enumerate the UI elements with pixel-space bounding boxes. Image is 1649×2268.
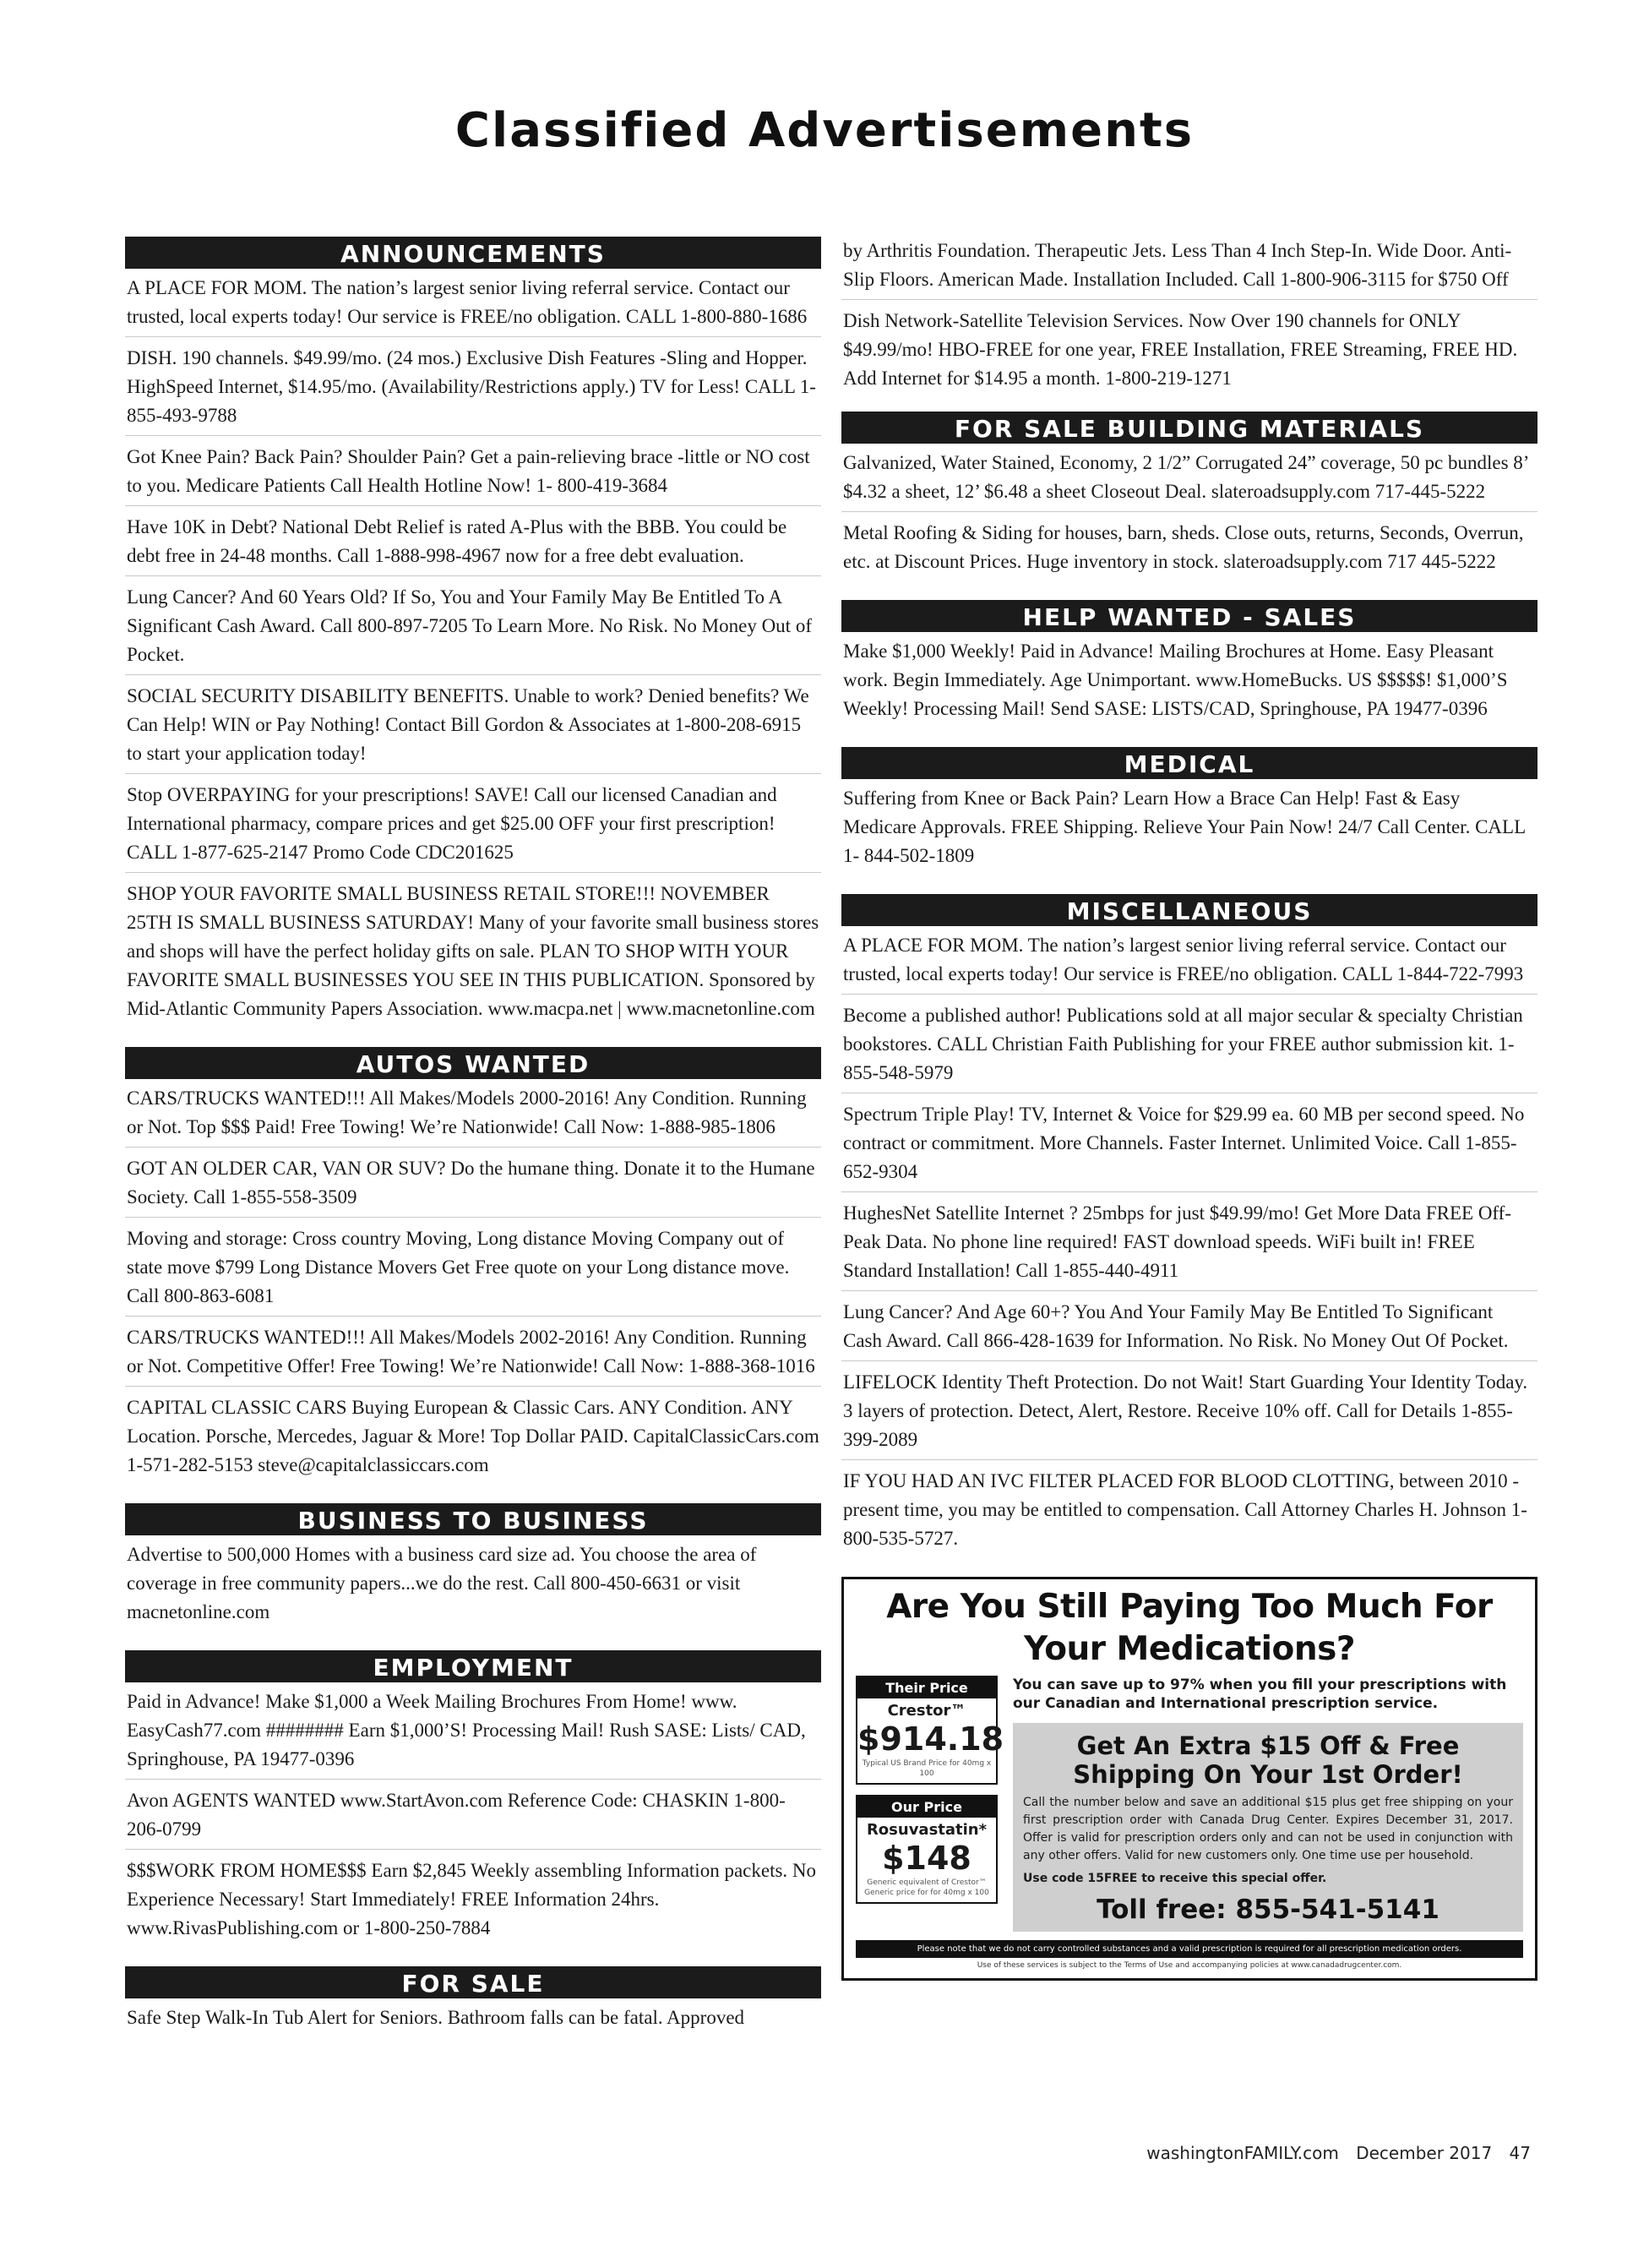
classified-ad: Moving and storage: Cross country Moving, Long distance Moving Company out of state move $799 Long Distance Movers Get Free quote on your Long distance move. Call 800-863-6081	[125, 1224, 821, 1317]
classified-ad: Make $1,000 Weekly! Paid in Advance! Mailing Brochures at Home. Easy Pleasant work. Begin Immediately. Age Unimportant. www.HomeBucks. US $$$$$! $1,000’S Weekly! Processing Mail! Send SASE: LISTS/CAD, Springhouse, PA 19477-0396	[843, 641, 1508, 719]
their-price-label: Their Price	[857, 1677, 996, 1698]
classified-ad: $$$WORK FROM HOME$$$ Earn $2,845 Weekly assembling Information packets. No Experience Necessary! Start Immediately! FREE Information 24hrs. www.RivasPublishing.com or 1-800-250-7884	[127, 1860, 817, 1938]
savings-text: You can save up to 97% when you fill your prescriptions with our Canadian and International prescription service.	[1013, 1676, 1507, 1712]
section-medical	[841, 747, 1537, 875]
promo-box	[1013, 1723, 1523, 1932]
classified-ad: Avon AGENTS WANTED www.StartAvon.com Reference Code: CHASKIN 1-800-206-0799	[125, 1786, 821, 1850]
section-heading: ANNOUNCEMENTS	[125, 237, 821, 269]
section-heading: BUSINESS TO BUSINESS	[125, 1503, 821, 1535]
section-business-to-business	[125, 1503, 821, 1632]
section-heading: FOR SALE	[125, 1966, 821, 1998]
our-price-value: $148	[882, 1840, 971, 1877]
pharmacy-body	[856, 1676, 1523, 1932]
our-drug-name: Rosuvastatin*	[866, 1821, 988, 1839]
classified-ad: DISH. 190 channels. $49.99/mo. (24 mos.) Exclusive Dish Features -Sling and Hopper. HighSpeed Internet, $14.95/mo. (Availability/Restrictions apply.) TV for Less! CALL 1-855-493-9788	[125, 344, 821, 436]
section-heading: EMPLOYMENT	[125, 1650, 821, 1682]
classified-ad: Lung Cancer? And 60 Years Old? If So, You and Your Family May Be Entitled To A Significant Cash Award. Call 800-897-7205 To Learn More. No Risk. No Money Out of Pocket.	[125, 583, 821, 675]
section-announcements	[125, 237, 821, 1028]
section-miscellaneous	[841, 894, 1537, 1558]
classified-ad: Paid in Advance! Make $1,000 a Week Mailing Brochures From Home! www. EasyCash77.com ######## Earn $1,000’S! Processing Mail! Rush SASE: Lists/ CAD, Springhouse, PA 19477-0396	[125, 1687, 821, 1780]
classified-ad: LIFELOCK Identity Theft Protection. Do not Wait! Start Guarding Your Identity Today. 3 layers of protection. Detect, Alert, Restore. Receive 10% off. Call for Details 1-855-399-2089	[841, 1368, 1537, 1460]
classified-ad: SOCIAL SECURITY DISABILITY BENEFITS. Unable to work? Denied benefits? We Can Help! WIN or Pay Nothing! Contact Bill Gordon & Associates at 1-800-208-6915 to start your application today!	[125, 682, 821, 774]
pharmacy-fine-print-bar: Please note that we do not carry controlled substances and a valid prescription is required for all prescription medication orders.	[856, 1940, 1523, 1958]
section-heading: MISCELLANEOUS	[841, 894, 1537, 926]
promo-headline: Get An Extra $15 Off & Free Shipping On Your 1st Order!	[1073, 1731, 1463, 1789]
classified-ad: Become a published author! Publications sold at all major secular & specialty Christian bookstores. CALL Christian Faith Publishing for your FREE author submission kit. 1-855-548-5979	[841, 1001, 1537, 1093]
classified-ad: Dish Network-Satellite Television Services. Now Over 190 channels for ONLY $49.99/mo! HBO-FREE for one year, FREE Installation, FREE Streaming, FREE HD. Add Internet for $14.95 a month. 1-800-219-1271	[843, 310, 1518, 389]
classified-ad: HughesNet Satellite Internet ? 25mbps for just $49.99/mo! Get More Data FREE Off-Peak Data. No phone line required! FAST download speeds. WiFi built in! FREE Standard Installation! Call 1-855-440-4911	[841, 1199, 1537, 1291]
footer-site: washingtonFAMILY.com	[1146, 2143, 1339, 2163]
section-heading: MEDICAL	[841, 747, 1537, 779]
our-price-label: Our Price	[857, 1796, 996, 1818]
classified-ad: Advertise to 500,000 Homes with a business card size ad. You choose the area of coverage in free community papers...we do the rest. Call 800-450-6631 or visit macnetonline.com	[127, 1544, 757, 1622]
their-price-note: Typical US Brand Price for 40mg x 100	[862, 1759, 992, 1778]
classified-ad: CARS/TRUCKS WANTED!!! All Makes/Models 2000-2016! Any Condition. Running or Not. Top $$$ Paid! Free Towing! We’re Nationwide! Call Now: 1-888-985-1806	[125, 1084, 821, 1148]
page-title: Classified Advertisements	[454, 103, 1195, 158]
classified-ad: CAPITAL CLASSIC CARS Buying European & Classic Cars. ANY Condition. ANY Location. Porsche, Mercedes, Jaguar & More! Top Dollar PAID. CapitalClassicCars.com 1-571-282-5153 steve@capitalclassiccars.com	[127, 1397, 819, 1475]
promo-detail: Call the number below and save an additional $15 plus get free shipping on your first prescription order with Canada Drug Center. Expires December 31, 2017. Offer is valid for prescription orders only and can not be used in conjunction with any other offers. Valid for new customers only. One time use per household.	[1023, 1796, 1513, 1862]
classified-ad: Suffering from Knee or Back Pain? Learn How a Brace Can Help! Fast & Easy Medicare Approvals. FREE Shipping. Relieve Your Pain Now! 24/7 Call Center. CALL 1- 844-502-1809	[843, 788, 1526, 866]
classified-ad: Spectrum Triple Play! TV, Internet & Voice for $29.99 ea. 60 MB per second speed. No contract or commitment. More Channels. Faster Internet. Unlimited Voice. Call 1-855-652-9304	[841, 1100, 1537, 1192]
classified-ad: SHOP YOUR FAVORITE SMALL BUSINESS RETAIL STORE!!! NOVEMBER 25TH IS SMALL BUSINESS SATURDAY! Many of your favorite small business stores and shops will have the perfect holiday gifts on sale. PLAN TO SHOP WITH YOUR FAVORITE SMALL BUSINESSES YOU SEE IN THIS PUBLICATION. Sponsored by Mid-Atlantic Community Papers Association. www.macpa.net | www.macnetonline.com	[127, 883, 819, 1019]
footer-page-number: 47	[1509, 2143, 1531, 2163]
classified-ad: A PLACE FOR MOM. The nation’s largest senior living referral service. Contact our trusted, local experts today! Our service is FREE/no obligation. CALL 1-800-880-1686	[125, 274, 821, 337]
section-employment	[125, 1650, 821, 1948]
their-price-box	[856, 1676, 1004, 1785]
classified-ad: Stop OVERPAYING for your prescriptions! SAVE! Call our licensed Canadian and International pharmacy, compare prices and get $25.00 OFF your first prescription! CALL 1-877-625-2147 Promo Code CDC201625	[125, 781, 821, 873]
right-column	[841, 237, 1537, 1981]
left-column	[125, 237, 821, 2056]
pharmacy-terms: Use of these services is subject to the Terms of Use and accompanying policies at www.canadadrugcenter.com.	[977, 1961, 1402, 1970]
page-footer	[1135, 2143, 1531, 2163]
section-heading: AUTOS WANTED	[125, 1047, 821, 1079]
section-heading: HELP WANTED - SALES	[841, 600, 1537, 632]
their-drug-name: Crestor™	[887, 1702, 966, 1720]
pharmacy-display-ad	[841, 1577, 1537, 1981]
price-comparison	[856, 1676, 1004, 1932]
section-heading: FOR SALE BUILDING MATERIALS	[841, 412, 1537, 444]
section-autos-wanted	[125, 1047, 821, 1485]
classified-ad: Lung Cancer? And Age 60+? You And Your Family May Be Entitled To Significant Cash Award. Call 866-428-1639 for Information. No Risk. No Money Out Of Pocket.	[841, 1298, 1537, 1361]
classified-ad: A PLACE FOR MOM. The nation’s largest senior living referral service. Contact our trusted, local experts today! Our service is FREE/no obligation. CALL 1-844-722-7993	[841, 931, 1537, 995]
our-price-note: Generic equivalent of Crestor™ Generic price for for 40mg x 100	[864, 1878, 989, 1897]
classified-ad: GOT AN OLDER CAR, VAN OR SUV? Do the humane thing. Donate it to the Humane Society. Call 1-855-558-3509	[125, 1154, 821, 1218]
classified-ad: Safe Step Walk-In Tub Alert for Seniors. Bathroom falls can be fatal. Approved	[127, 2007, 745, 2028]
their-price-value: $914.18	[857, 1720, 1004, 1758]
classified-ad: Got Knee Pain? Back Pain? Shoulder Pain? Get a pain-relieving brace -little or NO cost to you. Medicare Patients Call Health Hotline Now! 1- 800-419-3684	[125, 443, 821, 506]
classified-ad: Have 10K in Debt? National Debt Relief is rated A-Plus with the BBB. You could be debt free in 24-48 months. Call 1-888-998-4967 now for a free debt evaluation.	[125, 513, 821, 576]
toll-free-number: Toll free: 855-541-5141	[1097, 1895, 1439, 1925]
classified-ad-continued: by Arthritis Foundation. Therapeutic Jets. Less Than 4 Inch Step-In. Wide Door. Anti-Slip Floors. American Made. Installation Included. Call 1-800-906-3115 for $750 Off	[841, 237, 1537, 300]
promo-code: Use code 15FREE to receive this special offer.	[1023, 1872, 1327, 1885]
classified-ad: IF YOU HAD AN IVC FILTER PLACED FOR BLOOD CLOTTING, between 2010 - present time, you may be entitled to compensation. Call Attorney Charles H. Johnson 1-800-535-5727.	[843, 1470, 1527, 1549]
classified-ad: Galvanized, Water Stained, Economy, 2 1/2” Corrugated 24” coverage, 50 pc bundles 8’ $4.32 a sheet, 12’ $6.48 a sheet Closeout Deal. slateroadsupply.com 717-445-5222	[841, 449, 1537, 512]
section-help-wanted-sales	[841, 600, 1537, 728]
classified-ad: CARS/TRUCKS WANTED!!! All Makes/Models 2002-2016! Any Condition. Running or Not. Competitive Offer! Free Towing! We’re Nationwide! Call Now: 1-888-368-1016	[125, 1323, 821, 1387]
section-building-materials	[841, 412, 1537, 581]
pharmacy-headline: Are You Still Paying Too Much For Your Medications?	[886, 1588, 1493, 1668]
section-for-sale	[125, 1966, 821, 2037]
classified-ad: Metal Roofing & Siding for houses, barn, sheds. Close outs, returns, Seconds, Overrun, etc. at Discount Prices. Huge inventory in stock. slateroadsupply.com 717 445-5222	[843, 522, 1524, 572]
promo-column	[1013, 1676, 1523, 1932]
our-price-box	[856, 1795, 998, 1904]
footer-issue: December 2017	[1356, 2143, 1493, 2163]
